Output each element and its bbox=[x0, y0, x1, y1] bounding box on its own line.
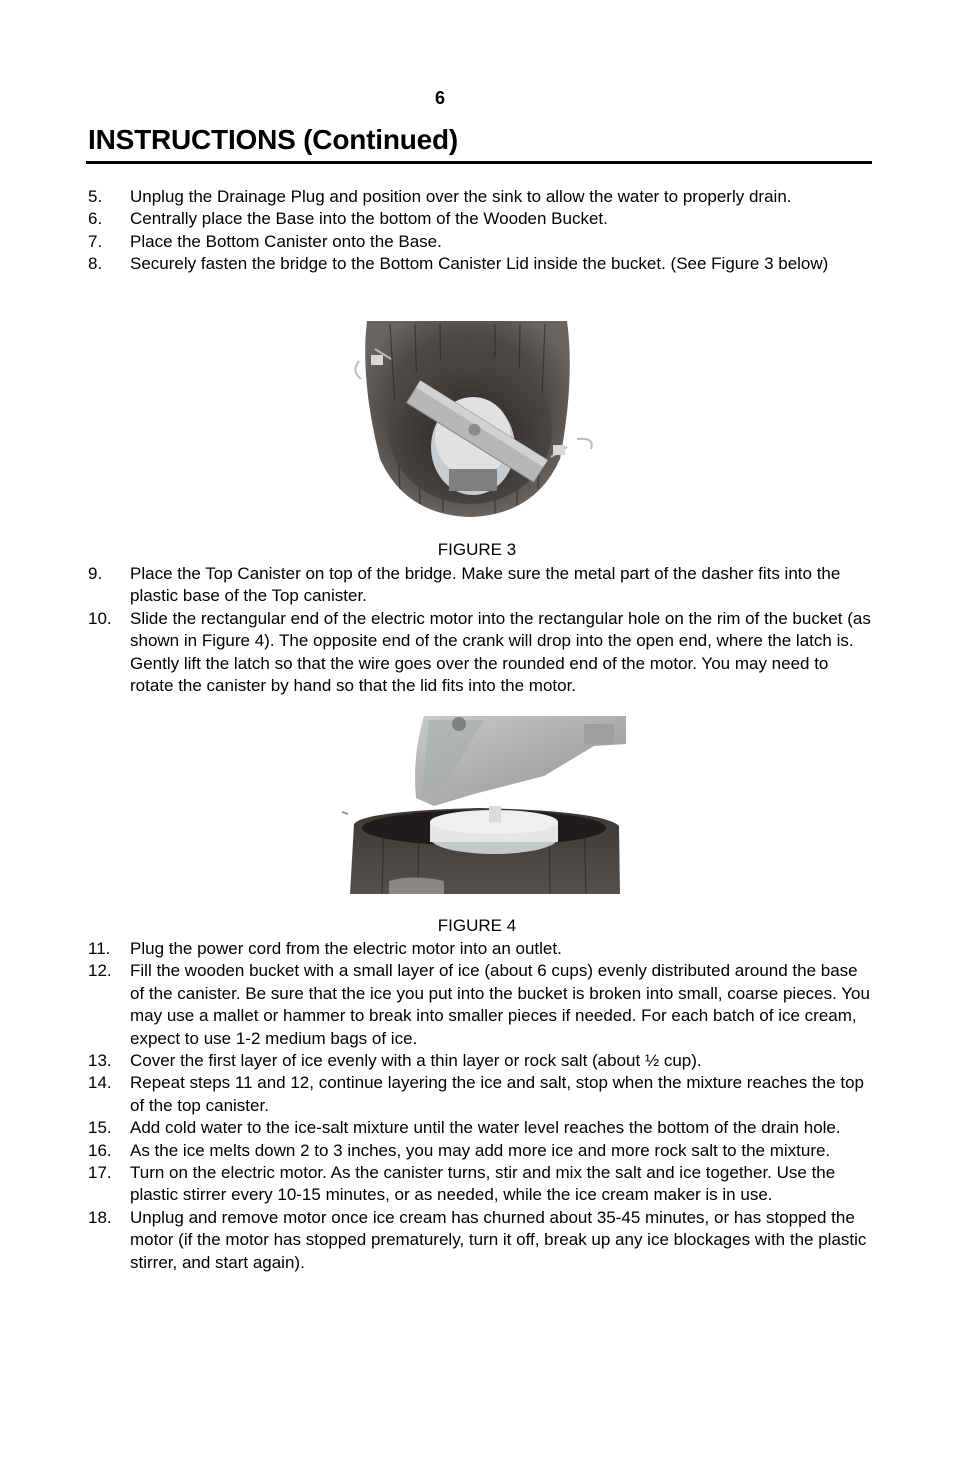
step-text: Add cold water to the ice-salt mixture until the water level reaches the bottom of the drain hole. bbox=[130, 1118, 841, 1138]
figure-4-caption: FIGURE 4 bbox=[437, 916, 517, 935]
step-number: 17. bbox=[88, 1163, 112, 1183]
step-number: 5. bbox=[88, 187, 103, 206]
step-number: 10. bbox=[88, 608, 112, 628]
step-text: Cover the first layer of ice evenly with a thin layer or rock salt (about ½ cup). bbox=[130, 1051, 702, 1071]
figure-4-image bbox=[334, 716, 626, 894]
step-text: Slide the rectangular end of the electric motor into the rectangular hole on the rim of the bucket (as shown in Figure 4). The opposite end of the crank will drop into the open end, where the latch is. Gently lift the latch so that the wire goes over the rounded end of the motor. You may need to rotate the canister by hand so that the lid fits into the motor. bbox=[130, 608, 871, 696]
step-text: Unplug the Drainage Plug and position over the sink to allow the water to properly drain. bbox=[130, 187, 792, 206]
step-text: Centrally place the Base into the bottom of the Wooden Bucket. bbox=[130, 209, 608, 229]
list-item bbox=[88, 1207, 872, 1274]
figure-3-image bbox=[345, 319, 610, 519]
step-number: 14. bbox=[88, 1073, 112, 1093]
page-number: 6 bbox=[434, 88, 445, 108]
heading-rule bbox=[86, 161, 872, 164]
step-text: Repeat steps 11 and 12, continue layering the ice and salt, stop when the mixture reaches the top of the top canister. bbox=[130, 1073, 864, 1115]
step-text: As the ice melts down 2 to 3 inches, you may add more ice and more rock salt to the mixture. bbox=[130, 1140, 831, 1160]
list-item bbox=[88, 231, 872, 253]
list-item bbox=[88, 1072, 872, 1117]
step-number: 11. bbox=[88, 939, 111, 958]
list-item bbox=[88, 1117, 872, 1139]
step-text: Place the Bottom Canister onto the Base. bbox=[130, 231, 442, 251]
step-number: 7. bbox=[88, 231, 103, 251]
step-text: Place the Top Canister on top of the bridge. Make sure the metal part of the dasher fits into the plastic base of the Top canister. bbox=[130, 564, 841, 606]
step-text: Unplug and remove motor once ice cream has churned about 35-45 minutes, or has stopped the motor (if the motor has stopped prematurely, turn it off, break up any ice blockages with the plastic stirrer, and start again). bbox=[130, 1207, 867, 1272]
steps-list-c bbox=[88, 938, 872, 1274]
list-item bbox=[88, 608, 872, 698]
figure-3-caption: FIGURE 3 bbox=[437, 540, 517, 559]
step-text: Fill the wooden bucket with a small layer of ice (about 6 cups) evenly distributed around the base of the canister. Be sure that the ice you put into the bucket is broken into small, coarse pieces. You may use a mallet or hammer to break into smaller pieces if needed. For each batch of ice cream, expect to use 1-2 medium bags of ice. bbox=[130, 961, 870, 1048]
step-number: 15. bbox=[88, 1118, 112, 1138]
list-item bbox=[88, 186, 872, 208]
page-heading: INSTRUCTIONS (Continued) bbox=[88, 124, 459, 155]
list-item bbox=[88, 1050, 872, 1072]
step-text: Turn on the electric motor. As the canister turns, stir and mix the salt and ice together. Use the plastic stirrer every 10-15 minutes, or as needed, while the ice cream maker is in use. bbox=[130, 1163, 836, 1205]
list-item bbox=[88, 1162, 872, 1207]
steps-list-a bbox=[88, 186, 872, 276]
step-number: 12. bbox=[88, 961, 112, 981]
step-number: 16. bbox=[88, 1140, 112, 1160]
step-number: 13. bbox=[88, 1051, 112, 1071]
step-number: 18. bbox=[88, 1207, 112, 1227]
step-number: 9. bbox=[88, 564, 103, 583]
step-number: 6. bbox=[88, 209, 103, 229]
step-text: Securely fasten the bridge to the Bottom Canister Lid inside the bucket. (See Figure 3 below) bbox=[130, 254, 829, 274]
list-item bbox=[88, 1140, 872, 1162]
list-item bbox=[88, 960, 872, 1050]
list-item bbox=[88, 938, 872, 960]
list-item bbox=[88, 208, 872, 230]
step-number: 8. bbox=[88, 254, 103, 274]
list-item bbox=[88, 253, 872, 275]
steps-list-b bbox=[88, 563, 872, 697]
list-item bbox=[88, 563, 872, 608]
step-text: Plug the power cord from the electric motor into an outlet. bbox=[130, 939, 562, 958]
